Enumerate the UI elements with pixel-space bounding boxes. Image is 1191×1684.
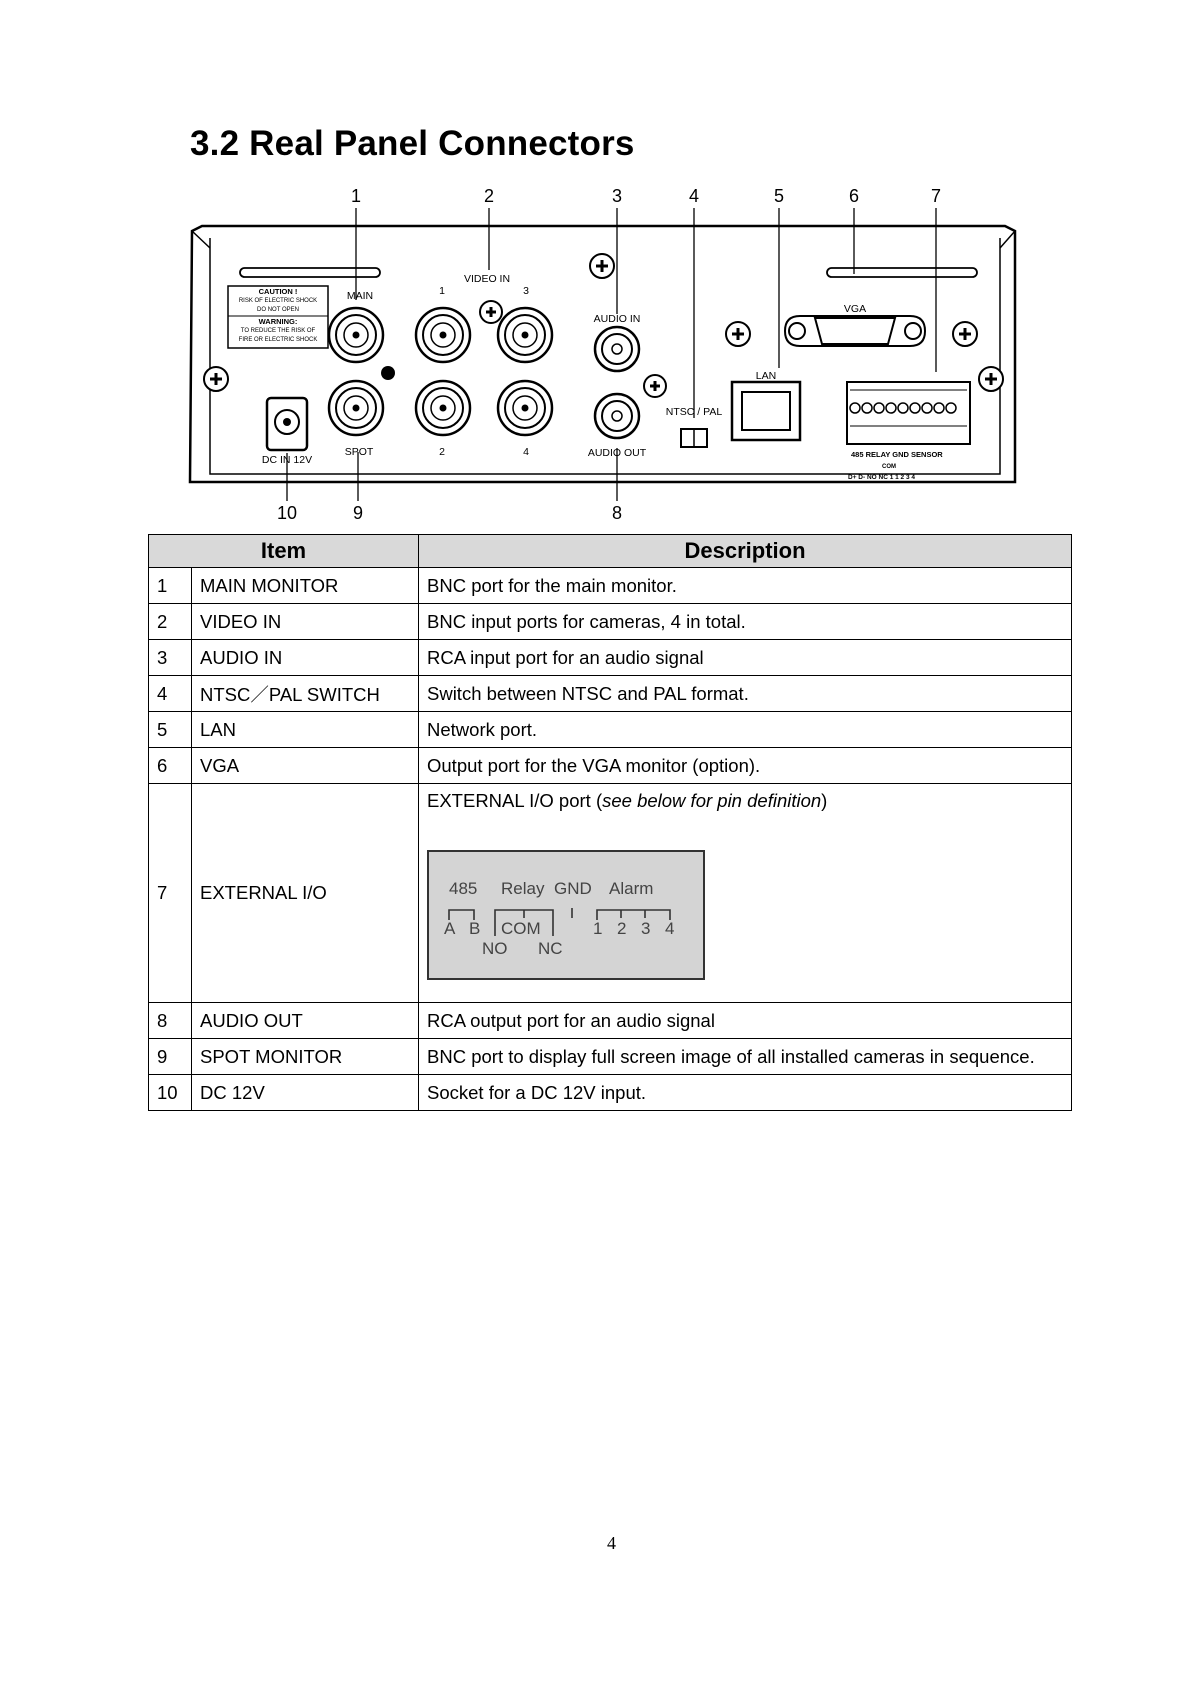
table-row [149,1003,1072,1039]
label-io-com: COM [882,464,896,470]
table-row [149,712,1072,748]
table-row [149,604,1072,640]
io-pin-diagram [427,850,705,980]
row-item: NTSC／PAL SWITCH [192,676,419,712]
row-item: AUDIO IN [192,640,419,676]
row-description: BNC port to display full screen image of all installed cameras in sequence. [419,1039,1072,1075]
rear-panel-diagram [180,186,1030,531]
row-description: Socket for a DC 12V input. [419,1075,1072,1111]
io-group-relay: Relay [501,879,545,898]
io-pin-a: A [444,919,456,938]
caution-line-3: DO NOT OPEN [257,307,299,313]
row-number: 5 [149,712,192,748]
header-description: Description [419,535,1072,568]
rear-panel-svg [180,186,1030,531]
table-row [149,784,1072,1003]
table-row [149,1075,1072,1111]
row-item: SPOT MONITOR [192,1039,419,1075]
external-io-description [427,790,1063,812]
table-row [149,568,1072,604]
row-number: 10 [149,1075,192,1111]
label-video-2: 2 [439,446,445,458]
row-description: RCA output port for an audio signal [419,1003,1072,1039]
desc-prefix: EXTERNAL I/O port ( [427,790,603,811]
table-row [149,676,1072,712]
row-number: 1 [149,568,192,604]
row-number: 8 [149,1003,192,1039]
row-item: VIDEO IN [192,604,419,640]
row-description: BNC input ports for cameras, 4 in total. [419,604,1072,640]
label-audio-out: AUDIO OUT [587,447,647,459]
callout-2: 2 [483,186,495,206]
callout-10: 10 [276,503,298,523]
callout-1: 1 [350,186,362,206]
row-number: 2 [149,604,192,640]
callout-5: 5 [773,186,785,206]
callout-8: 8 [611,503,623,523]
io-pin-b: B [469,919,481,938]
row-description: Output port for the VGA monitor (option). [419,748,1072,784]
row-description: Switch between NTSC and PAL format. [419,676,1072,712]
row-description: RCA input port for an audio signal [419,640,1072,676]
caution-line-5: TO REDUCE THE RISK OF [240,328,316,334]
caution-line-6: FIRE OR ELECTRIC SHOCK [238,337,318,343]
io-pin-com: COM [501,919,541,938]
desc-italic: see below for pin definition [602,790,822,811]
io-group-alarm: Alarm [609,879,654,898]
label-dc-in: DC IN 12V [261,454,313,466]
io-pin-svg [429,852,703,978]
caution-line-4: WARNING: [258,317,298,326]
label-video-4: 4 [523,446,529,458]
row-number: 4 [149,676,192,712]
row-item: LAN [192,712,419,748]
table-header-row [149,535,1072,568]
io-group-485: 485 [449,879,478,898]
row-number: 7 [149,784,192,1003]
callout-4: 4 [688,186,700,206]
label-video-3: 3 [523,285,529,297]
label-io-groups: 485 RELAY GND SENSOR [851,450,943,459]
table-row [149,748,1072,784]
desc-suffix: ) [821,790,828,811]
row-description: Network port. [419,712,1072,748]
io-pin-no: NO [482,939,508,958]
header-item: Item [149,535,419,568]
io-pin-alarm-4: 4 [665,919,675,938]
page-number: 4 [607,1533,616,1553]
table-row [149,640,1072,676]
label-video-in: VIDEO IN [463,273,511,285]
io-group-gnd: GND [554,879,592,898]
row-item: VGA [192,748,419,784]
row-item: DC 12V [192,1075,419,1111]
row-description: BNC port for the main monitor. [419,568,1072,604]
callout-7: 7 [930,186,942,206]
connector-table [148,534,1072,1111]
callout-9: 9 [352,503,364,523]
callout-3: 3 [611,186,623,206]
table-row [149,1039,1072,1075]
row-item: AUDIO OUT [192,1003,419,1039]
io-pin-alarm-3: 3 [641,919,651,938]
label-main: MAIN [346,290,374,302]
row-item: EXTERNAL I/O [192,784,419,1003]
caution-line-1: CAUTION ! [258,287,298,296]
io-pin-alarm-2: 2 [617,919,627,938]
row-number: 3 [149,640,192,676]
caution-line-2: RISK OF ELECTRIC SHOCK [238,298,318,304]
io-pin-nc: NC [538,939,563,958]
page-title: 3.2 Real Panel Connectors [190,124,635,163]
label-vga: VGA [843,303,867,315]
label-io-pins: D+ D- NO NC 1 1 2 3 4 [848,474,916,481]
label-lan: LAN [755,370,777,382]
row-item: MAIN MONITOR [192,568,419,604]
io-pin-alarm-1: 1 [593,919,603,938]
row-description [419,784,1072,1003]
callout-6: 6 [848,186,860,206]
label-video-1: 1 [439,285,445,297]
label-spot: SPOT [344,446,374,458]
label-ntsc-pal: NTSC / PAL [665,406,723,418]
label-audio-in: AUDIO IN [593,313,641,325]
row-number: 6 [149,748,192,784]
row-number: 9 [149,1039,192,1075]
